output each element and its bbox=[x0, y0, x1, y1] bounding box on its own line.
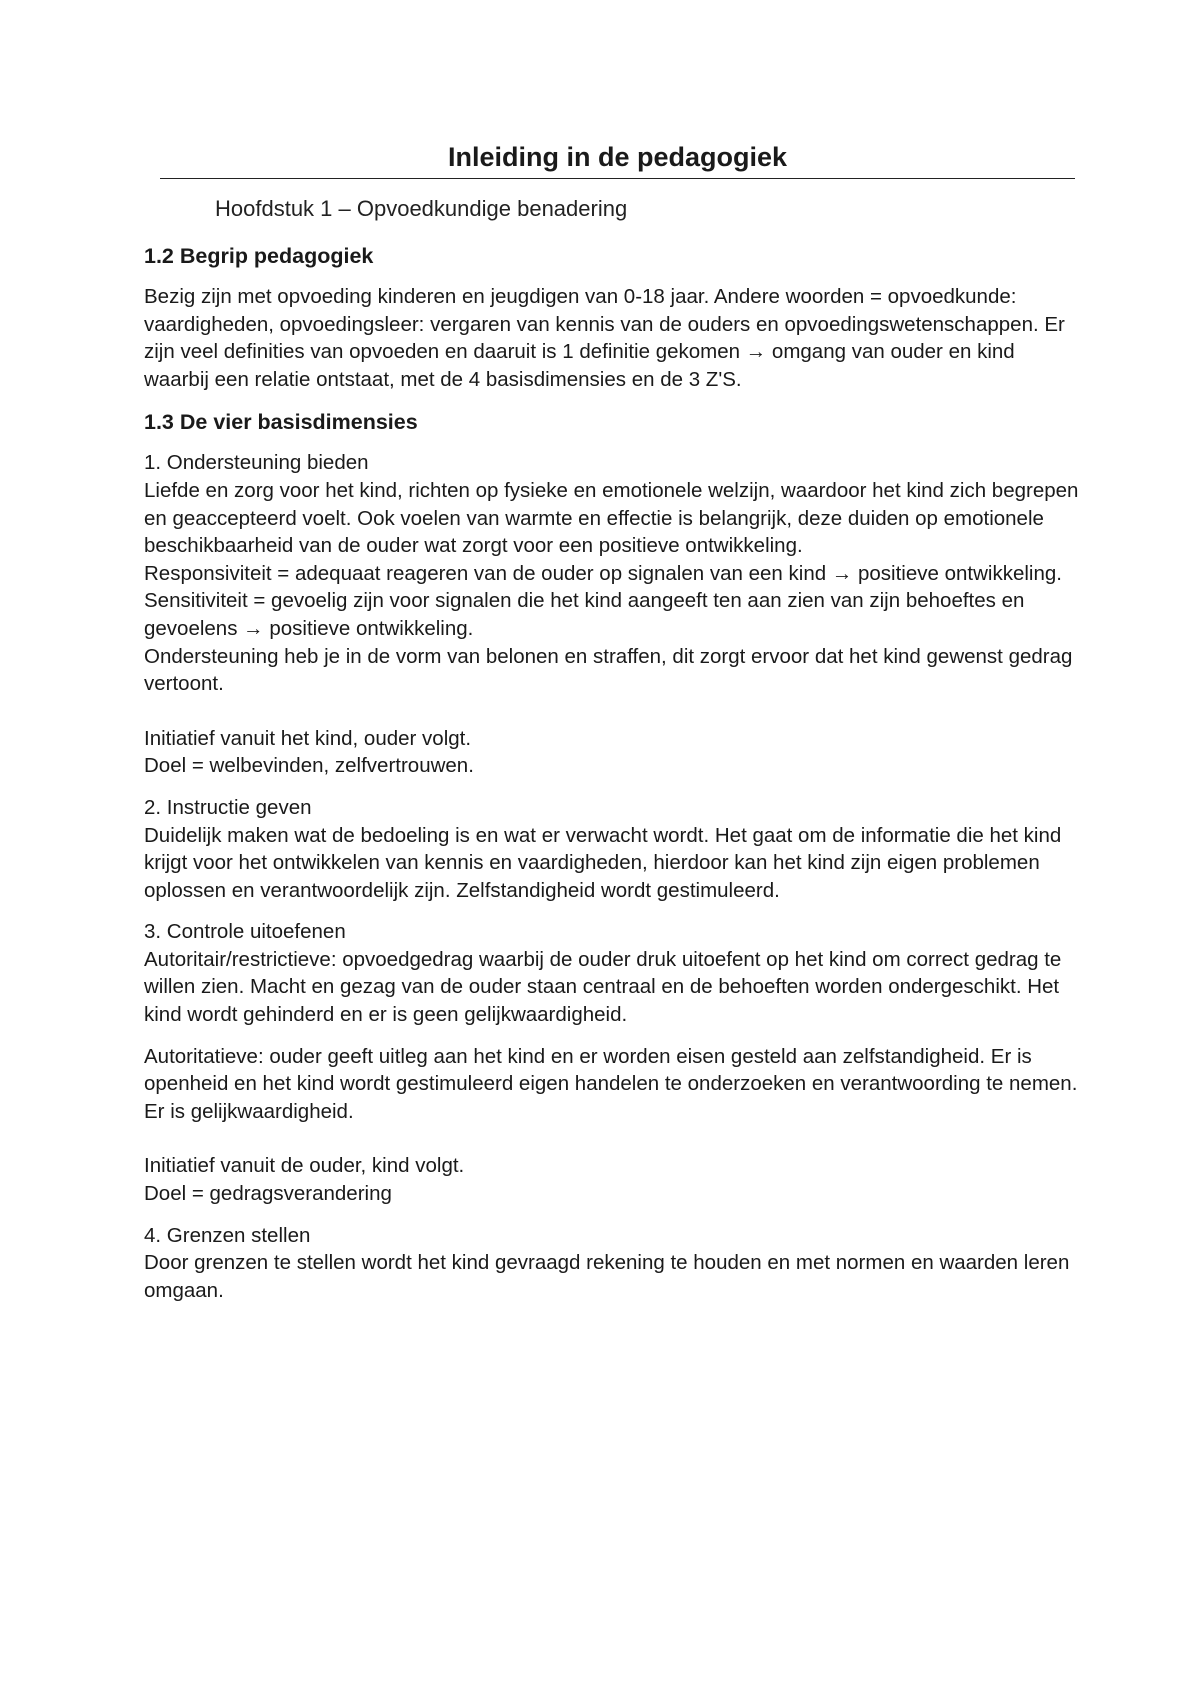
responsiviteit-line bbox=[144, 560, 1084, 588]
paragraph-text: omgang van ouder en kind waarbij een relatie ontstaat, met de 4 basisdimensies en de 3 Z'S. bbox=[144, 340, 1015, 391]
dimension-3-text: Autoritair/restrictieve: opvoedgedrag waarbij de ouder druk uitoefent op het kind om correct gedrag te willen zien. Macht en gezag van de ouder staan centraal en de behoeften worden ondergeschikt. Het kind wordt gehinderd en er is geen gelijkwaardigheid. bbox=[144, 947, 1062, 1027]
dimension-1-block bbox=[144, 449, 1084, 697]
doel-line: Doel = gedragsverandering bbox=[144, 1182, 392, 1206]
doel-line: Doel = welbevinden, zelfvertrouwen. bbox=[144, 754, 474, 778]
responsiviteit-result: positieve ontwikkeling. bbox=[852, 561, 1062, 585]
section-1-2-paragraph bbox=[144, 283, 1084, 393]
paragraph-text: Bezig zijn met opvoeding kinderen en jeugdigen van 0-18 jaar. Andere woorden = opvoedkunde: vaardigheden, opvoedingsleer: vergaren van kennis van de ouders en opvoedingswetenschappen. Er zijn veel definities van opvoeden en daaruit is 1 definitie gekomen bbox=[144, 285, 1065, 364]
dimension-2-title: 2. Instructie geven bbox=[144, 795, 312, 819]
section-heading-1-3: 1.3 De vier basisdimensies bbox=[144, 410, 418, 435]
dimension-3-summary bbox=[144, 1152, 1084, 1207]
dimension-1-summary bbox=[144, 725, 1084, 780]
title-underline bbox=[160, 178, 1075, 179]
dimension-2-text: Duidelijk maken wat de bedoeling is en wat er verwacht wordt. Het gaat om de informatie die het kind krijgt voor het ontwikkelen van kennis en vaardigheden, hierdoor kan het kind zijn eigen problemen oplossen en verantwoordelijk zijn. Zelfstandigheid wordt gestimuleerd. bbox=[144, 823, 1062, 902]
arrow-icon: → bbox=[745, 340, 767, 364]
dimension-2-block bbox=[144, 794, 1084, 904]
chapter-heading: Hoofdstuk 1 – Opvoedkundige benadering bbox=[215, 196, 628, 221]
sensitiviteit-text: Sensitiviteit = gevoelig zijn voor signalen die het kind aangeeft ten aan zien van zijn behoeftes en gevoelens bbox=[144, 589, 1025, 640]
dimension-3-title: 3. Controle uitoefenen bbox=[144, 920, 346, 944]
dimension-1-text: Liefde en zorg voor het kind, richten op fysieke en emotionele welzijn, waardoor het kind zich begrepen en geaccepteerd voelt. Ook voelen van warmte en effectie is belangrijk, deze duiden op emotionele beschikbaarheid van de ouder wat zorgt voor een positieve ontwikkeling. bbox=[144, 478, 1079, 558]
sensitiviteit-line bbox=[144, 587, 1084, 642]
dimension-1-text-2: Ondersteuning heb je in de vorm van belonen en straffen, dit zorgt ervoor dat het kind gewenst gedrag vertoont. bbox=[144, 644, 1073, 696]
dimension-4-block bbox=[144, 1222, 1084, 1305]
document-body bbox=[144, 241, 1084, 1318]
dimension-4-text: Door grenzen te stellen wordt het kind gevraagd rekening te houden en met normen en waarden leren omgaan. bbox=[144, 1251, 1070, 1302]
dimension-4-title: 4. Grenzen stellen bbox=[144, 1223, 311, 1247]
dimension-1-title: 1. Ondersteuning bieden bbox=[144, 451, 369, 475]
arrow-icon: → bbox=[243, 616, 264, 640]
sensitiviteit-result: positieve ontwikkeling. bbox=[263, 616, 474, 640]
responsiviteit-text: Responsiviteit = adequaat reageren van de ouder op signalen van een kind bbox=[144, 561, 832, 585]
document-title: Inleiding in de pedagogiek bbox=[447, 142, 788, 172]
dimension-3-block bbox=[144, 918, 1084, 1028]
initiatief-line: Initiatief vanuit het kind, ouder volgt. bbox=[144, 726, 472, 750]
initiatief-line: Initiatief vanuit de ouder, kind volgt. bbox=[144, 1154, 465, 1178]
arrow-icon: → bbox=[831, 561, 853, 585]
section-heading-1-2: 1.2 Begrip pedagogiek bbox=[144, 244, 374, 268]
dimension-3-text-2: Autoritatieve: ouder geeft uitleg aan het kind en er worden eisen gesteld aan zelfstandigheid. Er is openheid en het kind wordt gestimuleerd eigen handelen te onderzoeken en verantwoording te nemen. Er is gelijkwaardigheid. bbox=[144, 1044, 1078, 1123]
